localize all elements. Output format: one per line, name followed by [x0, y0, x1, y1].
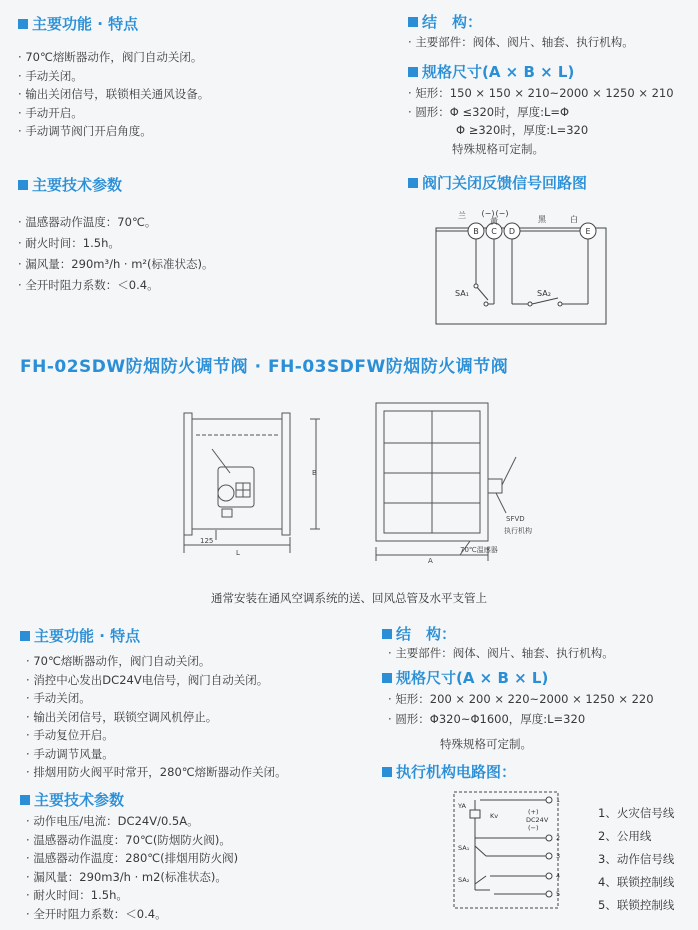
spec-special-1: 特殊规格可定制。 — [452, 142, 544, 156]
label-d: D — [508, 227, 516, 236]
features-title-1-text: 主要功能 · 特点 — [32, 15, 139, 33]
param-item: · 耐火时间：1.5h。 — [18, 233, 214, 254]
features-list-1 — [18, 48, 209, 141]
structure-title-1 — [408, 11, 482, 32]
param-item: · 漏风量：290m³/h · m²(标准状态)。 — [18, 254, 214, 275]
flange-left — [184, 413, 192, 535]
spec-list-1 — [408, 84, 674, 121]
terminal-label-4: 4 — [556, 872, 561, 880]
valve-technical-drawing — [170, 395, 550, 565]
label-sa1: SA₁ — [455, 289, 469, 298]
actuator-circuit-diagram — [450, 790, 580, 912]
square-bullet-icon — [408, 17, 418, 27]
square-bullet-icon — [382, 673, 392, 683]
label-ya: YA — [458, 802, 466, 810]
model-title: FH-02SDW防烟防火调节阀 · FH-03SDFW防烟防火调节阀 — [20, 357, 509, 377]
param-item: · 耐火时间：1.5h。 — [26, 886, 238, 905]
feature-item: · 输出关闭信号，联锁空调风机停止。 — [26, 708, 287, 727]
label-b: B — [473, 227, 479, 236]
terminal-label-5: 5 — [556, 890, 561, 898]
terminal-label-1: 1 — [556, 796, 561, 804]
params-list-1 — [18, 212, 214, 296]
params-title-2 — [20, 789, 124, 810]
spec-title-1 — [408, 61, 574, 82]
feature-item: · 手动开启。 — [18, 104, 209, 123]
feature-item: · 排烟用防火阀平时常开，280℃熔断器动作关闭。 — [26, 763, 287, 782]
feature-item: · 手动关闭。 — [18, 67, 209, 86]
features-title-2-text: 主要功能 · 特点 — [34, 627, 141, 645]
label-huang: 黄 — [490, 217, 498, 226]
terminal-1 — [546, 797, 552, 803]
structure-title-2 — [382, 623, 456, 644]
features-list-2 — [26, 652, 287, 782]
circuit-frame — [436, 228, 606, 324]
structure-title-1-text: 结 构： — [422, 13, 483, 31]
label-sa1: SA₁ — [458, 844, 470, 852]
flange-right — [282, 413, 290, 535]
square-bullet-icon — [20, 795, 30, 805]
label-bai: 白 — [570, 215, 578, 224]
square-bullet-icon — [20, 631, 30, 641]
terminal-4 — [546, 873, 552, 879]
legend-item: 1、火灾信号线 — [598, 806, 675, 820]
circuit-legend — [598, 802, 674, 917]
spec-round: · 圆形：Φ320~Φ1600，厚度:L=320 — [388, 709, 654, 729]
label-dc24v: DC24V — [526, 816, 549, 824]
feature-item: · 消控中心发出DC24V电信号，阀门自动关闭。 — [26, 671, 287, 690]
feature-item: · 手动调节风量。 — [26, 745, 287, 764]
params-title-1 — [18, 174, 122, 195]
square-bullet-icon — [408, 178, 418, 188]
label-minus: (−) — [528, 824, 539, 832]
terminal-3 — [546, 853, 552, 859]
param-item: · 漏风量：290m3/h · m2(标准状态)。 — [26, 868, 238, 887]
spec-title-1-text: 规格尺寸(A × B × L) — [422, 63, 575, 81]
legend-item: 4、联锁控制线 — [598, 875, 675, 889]
circuit-title-1 — [408, 172, 587, 193]
param-item: · 动作电压/电流：DC24V/0.5A。 — [26, 812, 238, 831]
structure-item: · 主要部件：阀体、阀片、轴套、执行机构。 — [388, 644, 614, 663]
actuator-label: 执行机构 — [504, 527, 532, 535]
circuit-title-1-text: 阀门关闭反馈信号回路图 — [422, 174, 588, 192]
label-hei: 黑 — [538, 215, 546, 224]
label-lan: 兰 — [458, 211, 466, 220]
structure-title-2-text: 结 构： — [396, 625, 457, 643]
label-kv: Kv — [490, 812, 499, 820]
dim-b: B — [312, 469, 317, 477]
terminal-label-2: 2 — [556, 834, 561, 842]
spec-rect: · 矩形：200 × 200 × 220~2000 × 1250 × 220 — [388, 689, 654, 709]
circuit-dashed-frame — [454, 792, 561, 908]
label-sa2: SA₂ — [458, 876, 470, 884]
feature-item: · 70℃熔断器动作，阀门自动关闭。 — [18, 48, 209, 67]
spec-special-2: 特殊规格可定制。 — [440, 737, 532, 751]
label-c: C — [491, 227, 497, 236]
terminal-2 — [546, 835, 552, 841]
param-item: · 温感器动作温度：280℃(排烟用防火阀) — [26, 849, 238, 868]
param-item: · 温感器动作温度：70℃(防烟防火阀)。 — [26, 831, 238, 850]
label-plus: (+) — [528, 808, 539, 816]
dim-l: L — [236, 549, 240, 557]
structure-list-2 — [388, 644, 614, 663]
params-title-2-text: 主要技术参数 — [34, 791, 125, 809]
circuit-title-2-text: 执行机构电路图： — [396, 763, 517, 781]
terminal-5 — [546, 891, 552, 897]
square-bullet-icon — [382, 767, 392, 777]
spec-round-1: · 圆形：Φ ≤320时，厚度:L=Φ — [408, 103, 674, 122]
spec-list-2 — [388, 689, 654, 729]
feature-item: · 输出关闭信号，联锁相关通风设备。 — [18, 85, 209, 104]
structure-item: · 主要部件：阀体、阀片、轴套、执行机构。 — [408, 33, 634, 52]
label-e: E — [585, 227, 591, 236]
actuator-handle — [488, 479, 502, 493]
dim-125: 125 — [200, 537, 214, 545]
label-sa2: SA₂ — [537, 289, 551, 298]
param-item: · 温感器动作温度：70℃。 — [18, 212, 214, 233]
feedback-circuit-diagram — [428, 204, 618, 332]
dim-a: A — [428, 557, 433, 565]
legend-item: 3、动作信号线 — [598, 852, 675, 866]
square-bullet-icon — [18, 19, 28, 29]
params-list-2 — [26, 812, 238, 923]
feature-item: · 手动调节阀门开启角度。 — [18, 122, 209, 141]
feature-item: · 手动关闭。 — [26, 689, 287, 708]
spec-round-2: Φ ≥320时，厚度:L=320 — [456, 123, 589, 137]
fuse-label: 70℃温感器 — [460, 546, 498, 554]
solenoid-ya — [470, 810, 480, 818]
installation-caption: 通常安装在通风空调系统的送、回风总管及水平支管上 — [211, 591, 487, 605]
legend-item: 5、联锁控制线 — [598, 898, 675, 912]
features-title-1 — [18, 13, 138, 34]
feature-item: · 70℃熔断器动作，阀门自动关闭。 — [26, 652, 287, 671]
param-item: · 全开时阻力系数：＜0.4。 — [18, 275, 214, 296]
spec-rect: · 矩形：150 × 150 × 210~2000 × 1250 × 210 — [408, 84, 674, 103]
structure-list-1 — [408, 33, 634, 52]
square-bullet-icon — [18, 180, 28, 190]
circuit-title-2 — [382, 761, 516, 782]
label-minus-1: (−) — [481, 209, 495, 218]
square-bullet-icon — [382, 629, 392, 639]
spec-title-2-text: 规格尺寸(A × B × L) — [396, 669, 549, 687]
square-bullet-icon — [408, 67, 418, 77]
spec-title-2 — [382, 667, 548, 688]
label-minus-2: (−) — [495, 209, 509, 218]
legend-item: 2、公用线 — [598, 829, 652, 843]
feature-item: · 手动复位开启。 — [26, 726, 287, 745]
sfvd-label: SFVD — [506, 515, 525, 523]
terminal-label-3: 3 — [556, 852, 561, 860]
params-title-1-text: 主要技术参数 — [32, 176, 123, 194]
param-item: · 全开时阻力系数：＜0.4。 — [26, 905, 238, 924]
features-title-2 — [20, 625, 140, 646]
